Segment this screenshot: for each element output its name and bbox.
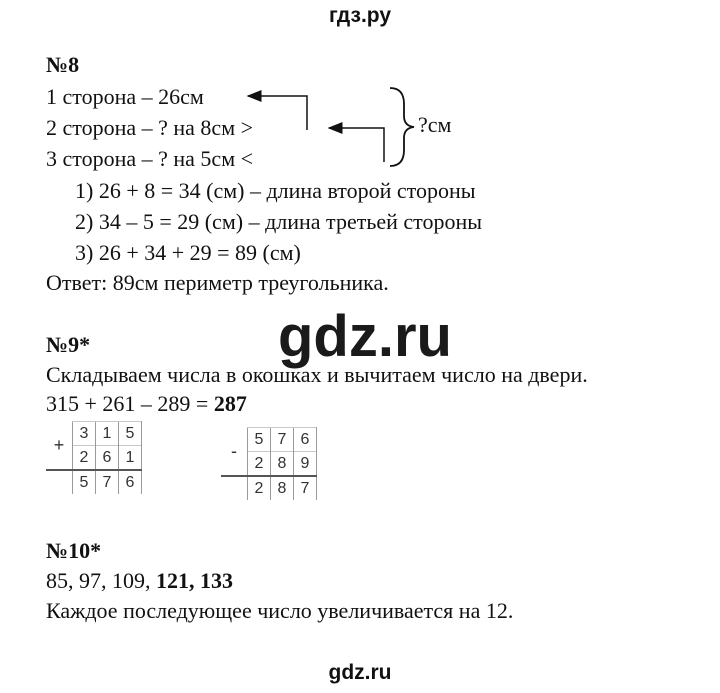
task8-step2: 2) 34 – 5 = 29 (см) – длина третьей стороны xyxy=(75,209,483,234)
task10-title: №10* xyxy=(46,538,102,563)
add-result-digit: 6 xyxy=(119,470,142,494)
add-result-digit: 7 xyxy=(96,470,119,494)
add-digit: 2 xyxy=(73,446,96,471)
task8-side3: 3 сторона – ? на 5см < xyxy=(46,146,254,171)
task8-step3: 3) 26 + 34 + 29 = 89 (см) xyxy=(75,240,301,265)
add-digit: 1 xyxy=(96,422,119,446)
arrow-side3-to-side2 xyxy=(329,128,384,162)
task8-answer: Ответ: 89см периметр треугольника. xyxy=(46,270,389,295)
task8-brace-label: ?см xyxy=(418,112,452,137)
task10-seq-given: 85, 97, 109, xyxy=(46,568,156,593)
sub-digit: 7 xyxy=(271,428,294,452)
site-footer: gdz.ru xyxy=(328,661,392,684)
watermark: gdz.ru xyxy=(278,304,452,369)
sub-result-digit: 8 xyxy=(271,476,294,500)
minus-sign: - xyxy=(231,440,237,461)
subtraction-column xyxy=(221,427,317,500)
add-result-digit: 5 xyxy=(73,470,96,494)
add-digit: 6 xyxy=(96,446,119,471)
task8-side1: 1 сторона – 26см xyxy=(46,84,204,109)
sub-digit: 6 xyxy=(294,428,317,452)
plus-sign: + xyxy=(53,434,65,455)
task8-title: №8 xyxy=(46,52,80,77)
task8-side2: 2 сторона – ? на 8см > xyxy=(46,115,254,140)
task9-expr-left: 315 + 261 – 289 = xyxy=(46,391,214,416)
brace-icon xyxy=(390,88,414,166)
sub-digit: 9 xyxy=(294,452,317,477)
task9-title: №9* xyxy=(46,332,91,357)
add-digit: 5 xyxy=(119,422,142,446)
site-header: гдз.ру xyxy=(328,4,392,27)
task9-expression xyxy=(46,391,247,417)
task9-expr-result: 287 xyxy=(213,391,247,416)
arrow-side2-to-side1 xyxy=(248,96,307,130)
task10-seq-answer: 121, 133 xyxy=(156,568,233,593)
add-digit: 3 xyxy=(73,422,96,446)
task10-sequence xyxy=(46,568,233,594)
sub-digit: 8 xyxy=(271,452,294,477)
sub-digit: 2 xyxy=(248,452,271,477)
task8-step1: 1) 26 + 8 = 34 (см) – длина второй стороны xyxy=(75,178,476,203)
task10-text: Каждое последующее число увеличивается на 12. xyxy=(46,598,514,623)
task9-text: Складываем числа в окошках и вычитаем число на двери. xyxy=(46,362,588,387)
addition-column xyxy=(46,421,142,494)
sub-digit: 5 xyxy=(248,428,271,452)
sub-result-digit: 7 xyxy=(294,476,317,500)
sub-result-digit: 2 xyxy=(248,476,271,500)
add-digit: 1 xyxy=(119,446,142,471)
